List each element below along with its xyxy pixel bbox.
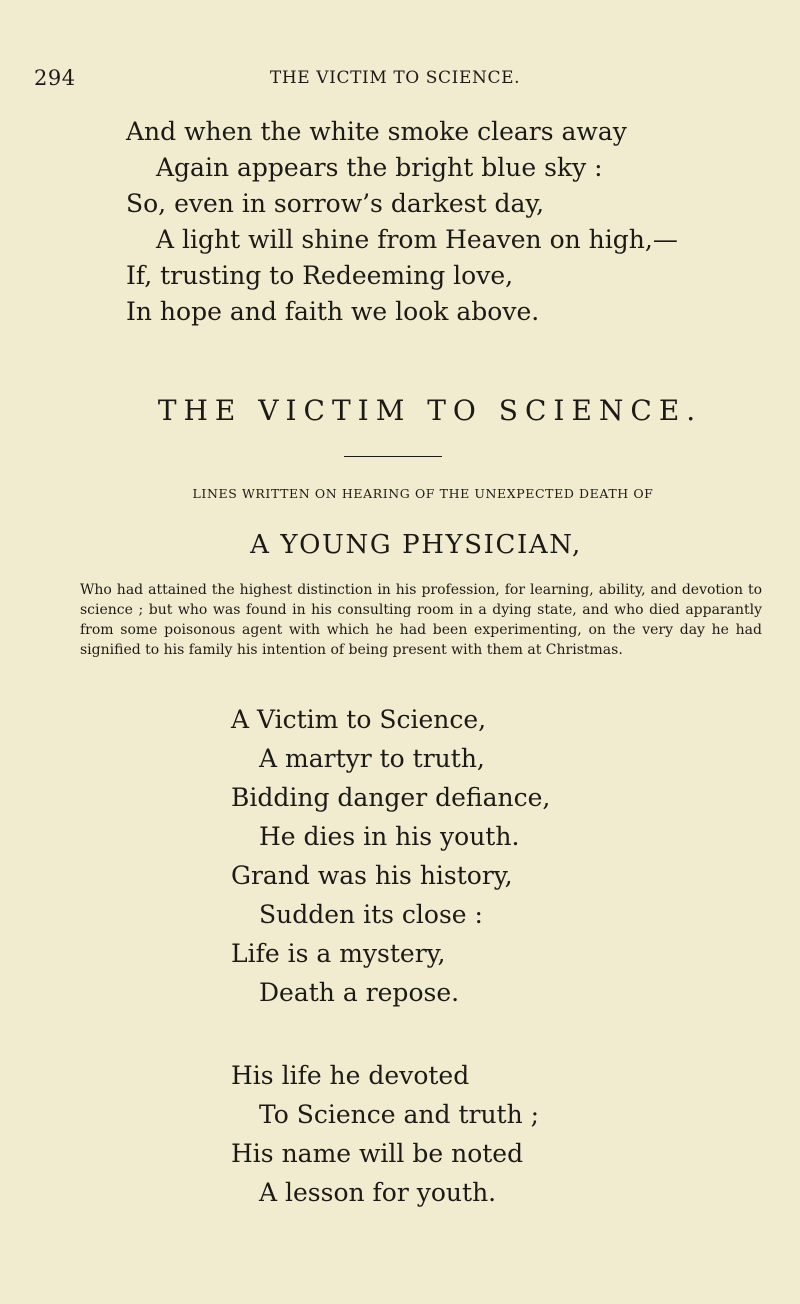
verse-line: His name will be noted [231, 1139, 524, 1168]
verse-line: Again appears the bright blue sky : [156, 153, 603, 182]
verse-line: He dies in his youth. [259, 822, 520, 851]
verse-line: Grand was his history, [231, 861, 513, 890]
verse-line: Death a repose. [259, 978, 460, 1007]
verse-line: A light will shine from Heaven on high,— [156, 225, 678, 254]
verse-line: A Victim to Science, [231, 705, 487, 734]
verse-line: Sudden its close : [259, 900, 483, 929]
verse-line: His life he devoted [231, 1061, 470, 1090]
verse-line: If, trusting to Redeeming love, [126, 261, 514, 290]
verse-line: In hope and faith we look above. [126, 297, 540, 326]
verse-line: So, even in sorrow’s darkest day, [126, 189, 545, 218]
page-number: 294 [34, 66, 76, 90]
poem-title: THE VICTIM TO SCIENCE. [157, 394, 703, 427]
running-title: THE VICTIM TO SCIENCE. [269, 68, 521, 88]
running-head [34, 66, 756, 92]
verse-line: Life is a mystery, [231, 939, 446, 968]
verse-line: And when the white smoke clears away [126, 117, 627, 146]
verse-line: A lesson for youth. [259, 1178, 497, 1207]
title-rule [344, 456, 442, 457]
poem-subtitle-large: A YOUNG PHYSICIAN, [250, 530, 582, 560]
poem-preface: Who had attained the highest distinction in his profession, for learning, ability, and devotion to science ; but who was found in his consulting room in a dying state, and who died apparantly from some poisonous agent with which he had been experimenting, on the very day he had signified to his family his intention of being present with them at Christmas. [80, 582, 762, 658]
verse-line: A martyr to truth, [259, 744, 485, 773]
verse-line: To Science and truth ; [259, 1100, 540, 1129]
verse-line: Bidding danger defiance, [231, 783, 551, 812]
poem-subtitle: LINES WRITTEN ON HEARING OF THE UNEXPECTED DEATH OF [192, 486, 654, 501]
